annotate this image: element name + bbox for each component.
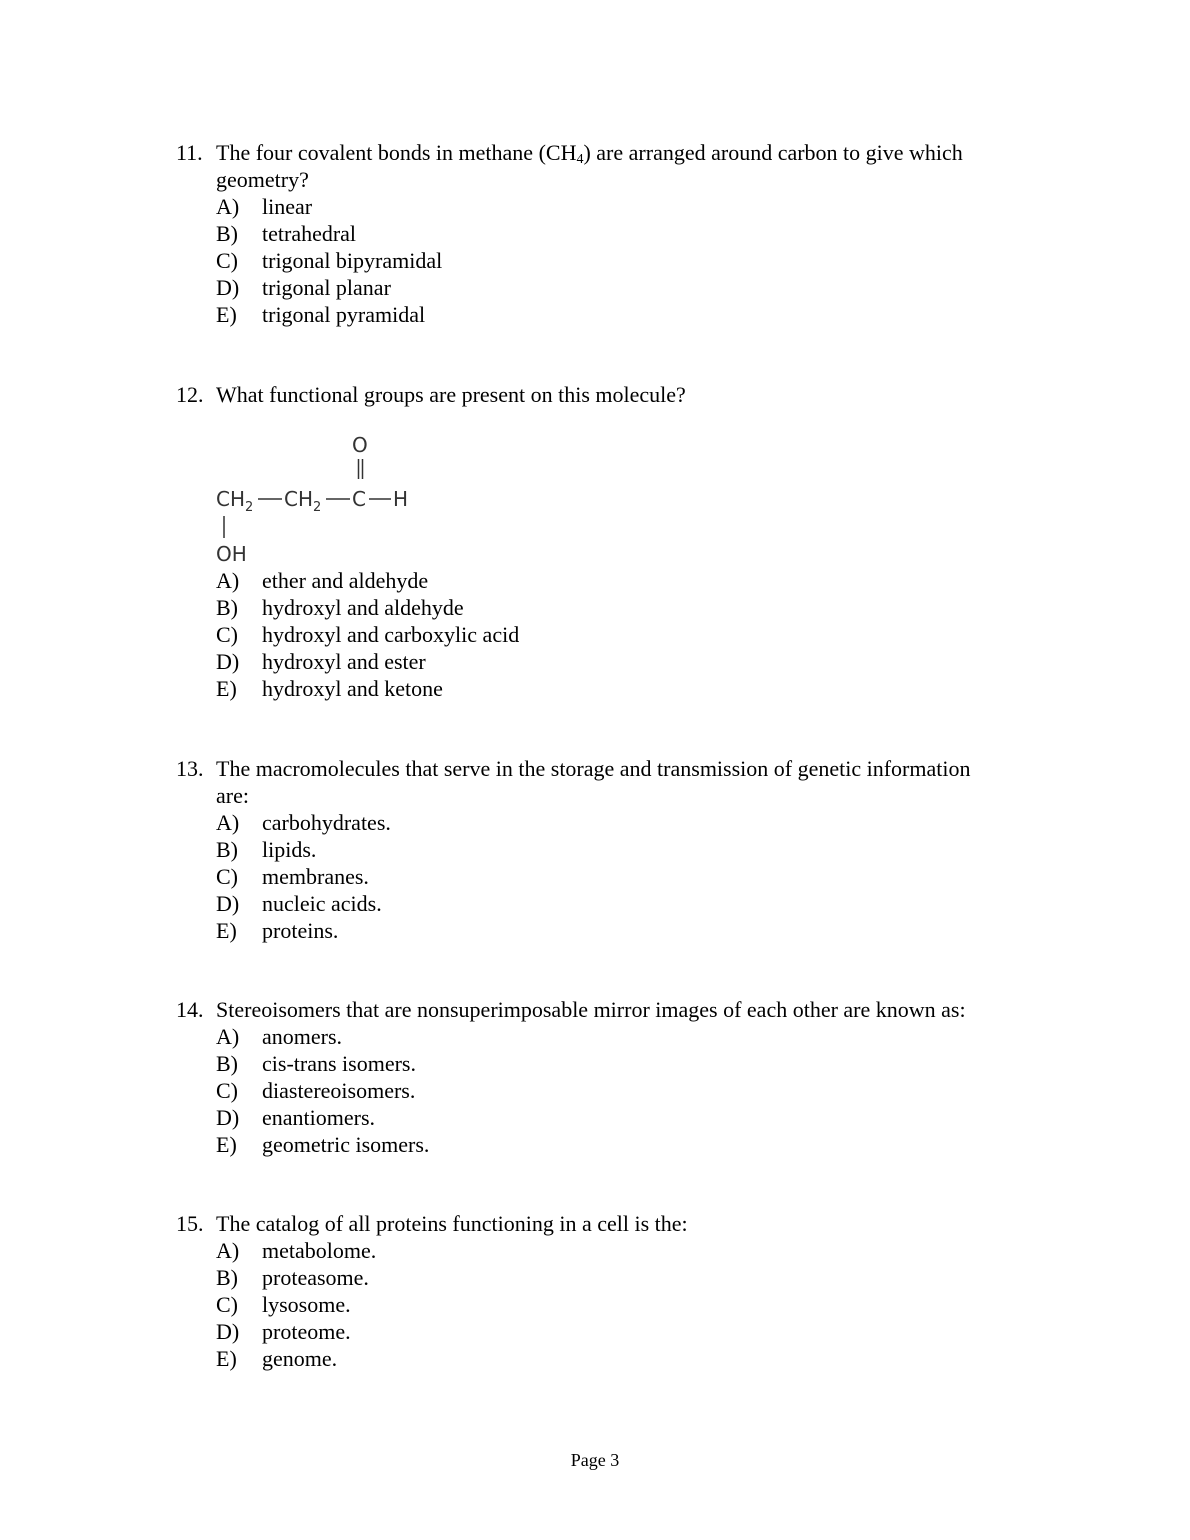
question-number: 13. [176,756,204,781]
option-letter: A) [216,194,240,219]
question-14 [0,996,1190,1158]
answer-option-c [0,247,1190,274]
option-text: hydroxyl and ketone [262,676,443,701]
option-letter: B) [216,595,238,620]
option-letter: D) [216,275,240,300]
question-13-line-1 [0,755,1190,782]
option-letter: D) [216,891,240,916]
option-letter: A) [216,810,240,835]
option-text: trigonal bipyramidal [262,248,443,273]
answer-option-a [0,1023,1190,1050]
option-text: lipids. [262,837,317,862]
option-text: proteasome. [262,1265,369,1290]
answer-option-b [0,220,1190,247]
option-text: hydroxyl and carboxylic acid [262,622,520,647]
option-letter: C) [216,864,238,889]
option-text: lysosome. [262,1292,351,1317]
option-text: anomers. [262,1024,343,1049]
question-13-line-2 [0,782,1190,809]
option-letter: A) [216,1024,240,1049]
answer-option-d [0,890,1190,917]
question-12-line-1 [0,381,1190,408]
option-text: linear [262,194,313,219]
question-text-part: ) are arranged around carbon to give which [583,140,963,165]
option-letter: D) [216,649,240,674]
aldehyde-hydrogen-label: H [393,487,409,511]
question-15 [0,1210,1190,1372]
carbonyl-carbon-label: C [352,487,366,511]
question-text: The macromolecules that serve in the storage and transmission of genetic information [216,756,971,781]
option-text: metabolome. [262,1238,377,1263]
option-text: membranes. [262,864,369,889]
carbonyl-oxygen-label: O [352,433,368,457]
option-text: trigonal pyramidal [262,302,426,327]
hydroxyl-label: OH [216,542,247,566]
option-letter: E) [216,1346,237,1371]
question-text-continued: geometry? [216,167,309,192]
option-letter: E) [216,302,237,327]
option-text: trigonal planar [262,275,391,300]
option-letter: C) [216,248,238,273]
ch2-group-1: $CH_2$ [216,487,254,515]
answer-option-e [0,301,1190,328]
option-letter: B) [216,837,238,862]
option-text: proteins. [262,918,339,943]
question-12 [0,381,1190,408]
formula-subscript: 4 [576,152,584,167]
option-text: enantiomers. [262,1105,376,1130]
question-14-line-1 [0,996,1190,1023]
option-text: ether and aldehyde [262,568,429,593]
option-text: genome. [262,1346,338,1371]
answer-option-e [0,1131,1190,1158]
answer-option-c [0,621,1190,648]
question-text: What functional groups are present on this molecule? [216,382,686,407]
answer-option-d [0,274,1190,301]
option-letter: B) [216,1051,238,1076]
option-letter: E) [216,676,237,701]
option-letter: D) [216,1319,240,1344]
option-letter: A) [216,1238,240,1263]
option-text: proteome. [262,1319,351,1344]
question-number: 12. [176,382,204,407]
option-text: hydroxyl and ester [262,649,426,674]
answer-option-b [0,1050,1190,1077]
answer-option-b [0,1264,1190,1291]
question-11-line-1 [0,139,1190,166]
question-11-line-2 [0,166,1190,193]
option-letter: A) [216,568,240,593]
option-letter: C) [216,622,238,647]
page-number: Page 3 [570,1450,620,1470]
question-13 [0,755,1190,944]
question-number: 14. [176,997,204,1022]
answer-option-b [0,836,1190,863]
question-number: 11. [176,140,203,165]
answer-option-a [0,193,1190,220]
answer-option-e [0,917,1190,944]
option-letter: B) [216,221,238,246]
option-letter: C) [216,1078,238,1103]
option-text: tetrahedral [262,221,357,246]
option-text: nucleic acids. [262,891,382,916]
question-text-continued: are: [216,783,249,808]
question-15-line-1 [0,1210,1190,1237]
answer-option-a [0,1237,1190,1264]
question-number: 15. [176,1211,204,1236]
option-text: carbohydrates. [262,810,391,835]
question-text-part: The four covalent bonds in methane (CH [216,140,577,165]
answer-option-c [0,1077,1190,1104]
question-text: The catalog of all proteins functioning in a cell is the: [216,1211,688,1236]
question-12-options [0,567,1190,702]
answer-option-e [0,675,1190,702]
answer-option-e [0,1345,1190,1372]
option-letter: E) [216,918,237,943]
question-text [216,139,963,166]
option-text: diastereoisomers. [262,1078,416,1103]
answer-option-d [0,1318,1190,1345]
molecule-structure [214,432,434,572]
option-letter: C) [216,1292,238,1317]
answer-option-a [0,809,1190,836]
question-text: Stereoisomers that are nonsuperimposable mirror images of each other are known as: [216,997,966,1022]
answer-option-d [0,648,1190,675]
answer-option-c [0,863,1190,890]
answer-option-b [0,594,1190,621]
ch2-group-2: $CH_2$ [284,487,322,515]
option-text: geometric isomers. [262,1132,430,1157]
option-letter: B) [216,1265,238,1290]
answer-option-d [0,1104,1190,1131]
answer-option-a [0,567,1190,594]
option-letter: E) [216,1132,237,1157]
option-letter: D) [216,1105,240,1130]
option-text: cis-trans isomers. [262,1051,416,1076]
answer-option-c [0,1291,1190,1318]
option-text: hydroxyl and aldehyde [262,595,464,620]
question-11 [0,139,1190,328]
